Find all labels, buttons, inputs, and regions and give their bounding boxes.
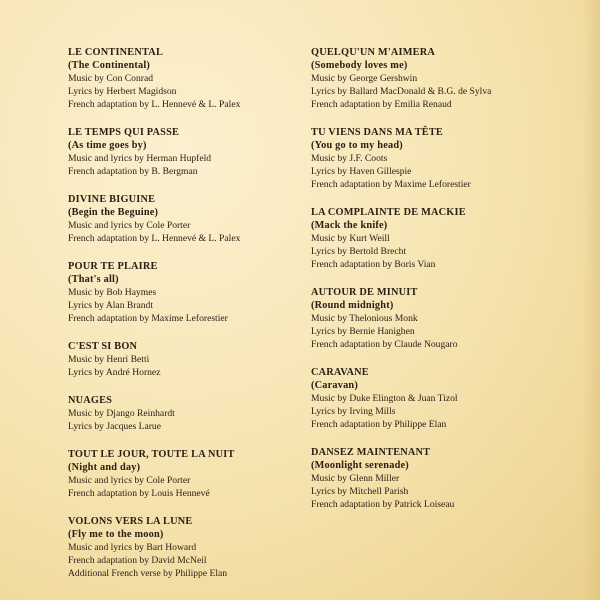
song-credit: Music and lyrics by Herman Hupfeld <box>68 153 212 164</box>
song-entry <box>68 394 318 433</box>
song-original-title: (Caravan) <box>311 380 358 391</box>
song-original-title: (As time goes by) <box>68 140 147 151</box>
song-title: QUELQU'UN M'AIMERA <box>311 47 436 58</box>
song-credit: Music by Con Conrad <box>68 73 154 84</box>
song-title: NUAGES <box>68 395 113 406</box>
song-entry <box>311 126 561 191</box>
song-credit: French adaptation by David McNeil <box>68 555 207 566</box>
left-column <box>68 46 318 595</box>
song-entry <box>68 126 318 178</box>
song-credit: Music and lyrics by Bart Howard <box>68 542 197 553</box>
song-credit: Music by Bob Haymes <box>68 287 157 298</box>
song-credit: Lyrics by Bertold Brecht <box>311 246 407 257</box>
song-entry <box>68 193 318 245</box>
song-credit: Music by J.F. Coots <box>311 153 388 164</box>
song-entry <box>68 448 318 500</box>
song-credit: Lyrics by Irving Mills <box>311 406 396 417</box>
song-credit: Music and lyrics by Cole Porter <box>68 220 191 231</box>
song-original-title: (Begin the Beguine) <box>68 207 159 218</box>
song-original-title: (Round midnight) <box>311 300 394 311</box>
song-entry <box>311 46 561 111</box>
song-title: TU VIENS DANS MA TÊTE <box>311 127 443 138</box>
song-credit: Music by Glenn Miller <box>311 473 400 484</box>
song-credit: Music by Thelonious Monk <box>311 313 418 324</box>
song-credit: Music by Django Reinhardt <box>68 408 175 419</box>
song-credit: Additional French verse by Philippe Elan <box>68 568 228 579</box>
song-title: CARAVANE <box>311 367 369 378</box>
song-title: TOUT LE JOUR, TOUTE LA NUIT <box>68 449 235 460</box>
song-entry <box>311 286 561 351</box>
song-original-title: (Night and day) <box>68 462 141 473</box>
song-credit: French adaptation by Louis Hennevé <box>68 488 210 499</box>
song-credit: French adaptation by Claude Nougaro <box>311 339 458 350</box>
right-column <box>311 46 561 526</box>
song-entry <box>68 340 318 379</box>
song-title: POUR TE PLAIRE <box>68 261 158 272</box>
song-entry <box>311 206 561 271</box>
song-credit: Music and lyrics by Cole Porter <box>68 475 191 486</box>
song-credit: French adaptation by Patrick Loiseau <box>311 499 455 510</box>
song-credit: Lyrics by Herbert Magidson <box>68 86 177 97</box>
song-credit: French adaptation by Emilia Renaud <box>311 99 452 110</box>
song-credit: Music by Duke Elington & Juan Tizol <box>311 393 458 404</box>
song-title: VOLONS VERS LA LUNE <box>68 516 193 527</box>
song-entry <box>311 366 561 431</box>
song-entry <box>68 515 318 580</box>
song-title: LE CONTINENTAL <box>68 47 164 58</box>
song-credit: Lyrics by Mitchell Parish <box>311 486 409 497</box>
song-credit: Lyrics by André Hornez <box>68 367 161 378</box>
song-original-title: (The Continental) <box>68 60 151 71</box>
song-original-title: (Fly me to the moon) <box>68 529 164 540</box>
song-title: C'EST SI BON <box>68 341 138 352</box>
song-credit: French adaptation by Boris Vian <box>311 259 436 270</box>
song-title: DIVINE BIGUINE <box>68 194 156 205</box>
song-title: LE TEMPS QUI PASSE <box>68 127 180 138</box>
song-original-title: (Moonlight serenade) <box>311 460 409 471</box>
song-credit: Lyrics by Ballard MacDonald & B.G. de Sylva <box>311 86 492 97</box>
song-credit: French adaptation by L. Hennevé & L. Palex <box>68 233 241 244</box>
song-title: AUTOUR DE MINUIT <box>311 287 418 298</box>
song-original-title: (Mack the knife) <box>311 220 388 231</box>
song-original-title: (You go to my head) <box>311 140 403 151</box>
song-original-title: (That's all) <box>68 274 119 285</box>
song-credit: Lyrics by Bernie Hanighen <box>311 326 415 337</box>
page-edge-shading <box>582 0 600 600</box>
song-credit: Lyrics by Jacques Larue <box>68 421 161 432</box>
song-credit: French adaptation by Maxime Leforestier <box>68 313 228 324</box>
song-credit: Music by George Gershwin <box>311 73 418 84</box>
song-credit: Lyrics by Haven Gillespie <box>311 166 412 177</box>
song-credit: Lyrics by Alan Brandt <box>68 300 153 311</box>
song-title: LA COMPLAINTE DE MACKIE <box>311 207 466 218</box>
song-entry <box>68 260 318 325</box>
song-original-title: (Somebody loves me) <box>311 60 408 71</box>
song-credit: French adaptation by L. Hennevé & L. Palex <box>68 99 241 110</box>
song-credit: French adaptation by Maxime Leforestier <box>311 179 471 190</box>
song-credit: French adaptation by B. Bergman <box>68 166 198 177</box>
song-entry <box>311 446 561 511</box>
song-credit: Music by Henri Betti <box>68 354 150 365</box>
song-credit: French adaptation by Philippe Elan <box>311 419 447 430</box>
song-title: DANSEZ MAINTENANT <box>311 447 431 458</box>
song-entry <box>68 46 318 111</box>
song-credit: Music by Kurt Weill <box>311 233 390 244</box>
